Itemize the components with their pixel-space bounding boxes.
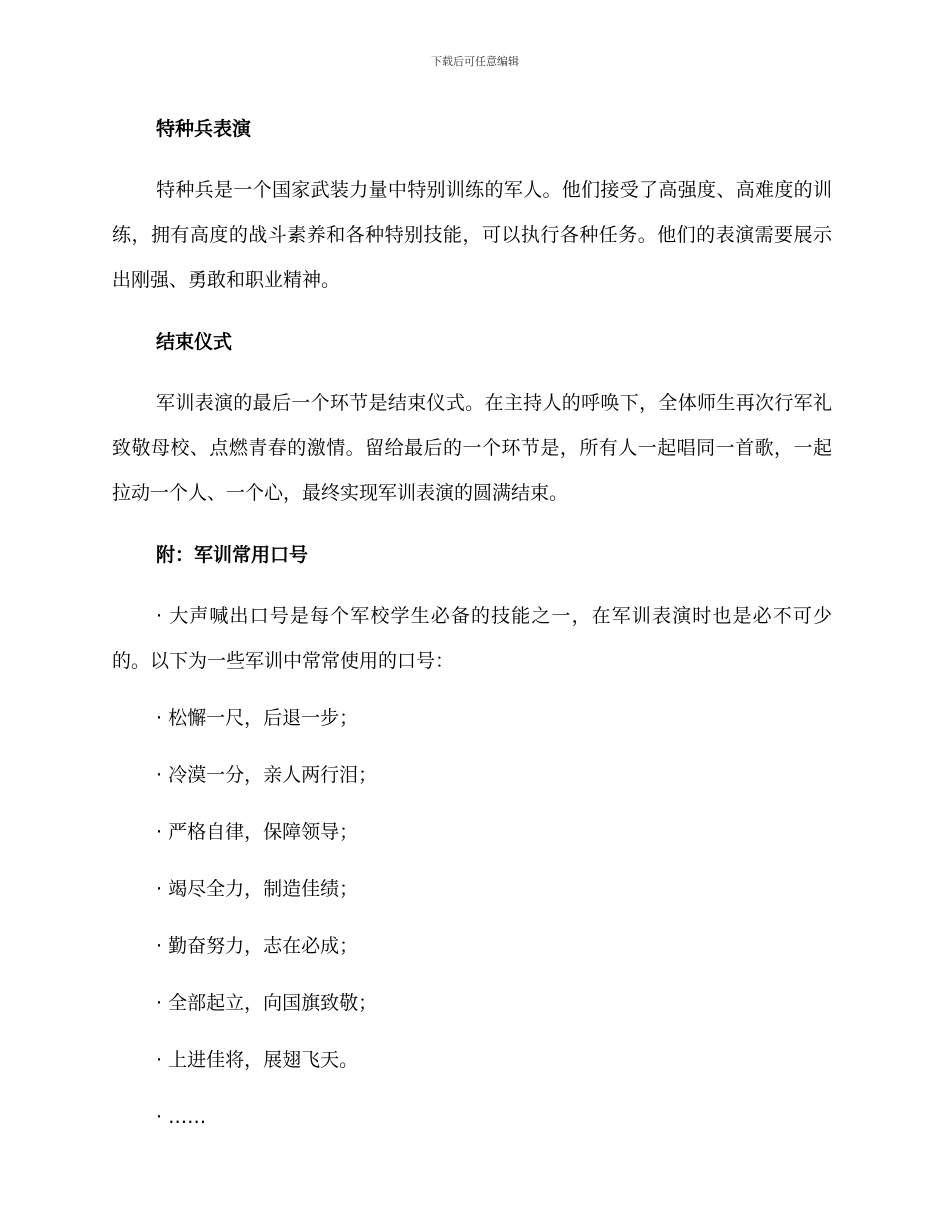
section-heading-special-forces: 特种兵表演	[156, 118, 252, 140]
slogan-item: · 冷漠一分，亲人两行泪；	[156, 764, 378, 786]
slogan-list	[112, 696, 832, 1140]
slogan-item: · 全部起立，向国旗致敬；	[156, 992, 378, 1014]
section-heading-slogans: 附：军训常用口号	[156, 544, 309, 566]
slogan-item: · 上进佳将，展翅飞天。	[156, 1049, 359, 1071]
slogan-item: · 严格自律，保障领导；	[156, 821, 359, 843]
section-paragraph-closing: 军训表演的最后一个环节是结束仪式。在主持人的呼唤下，全体师生再次行军礼致敬母校、点燃青春的激情。留给最后的一个环节是，所有人一起唱同一首歌，一起拉动一个人、一个心，最终实现军训表演的圆满结束。	[112, 392, 832, 504]
page-header: 下载后可任意编辑	[431, 55, 519, 68]
slogan-item: · 勤奋努力，志在必成；	[156, 935, 359, 957]
document-body	[112, 112, 832, 1152]
section-heading-closing: 结束仪式	[156, 331, 233, 353]
slogan-item: · 竭尽全力，制造佳绩；	[156, 878, 359, 900]
slogans-intro: · 大声喊出口号是每个军校学生必备的技能之一，在军训表演时也是必不可少的。以下为一些军训中常常使用的口号：	[112, 605, 832, 672]
section-paragraph-special-forces: 特种兵是一个国家武装力量中特别训练的军人。他们接受了高强度、高难度的训练，拥有高度的战斗素养和各种特别技能，可以执行各种任务。他们的表演需要展示出刚强、勇敢和职业精神。	[112, 179, 832, 291]
slogan-item-ellipsis: · ……	[156, 1106, 207, 1128]
slogan-item: · 松懈一尺，后退一步；	[156, 707, 359, 729]
